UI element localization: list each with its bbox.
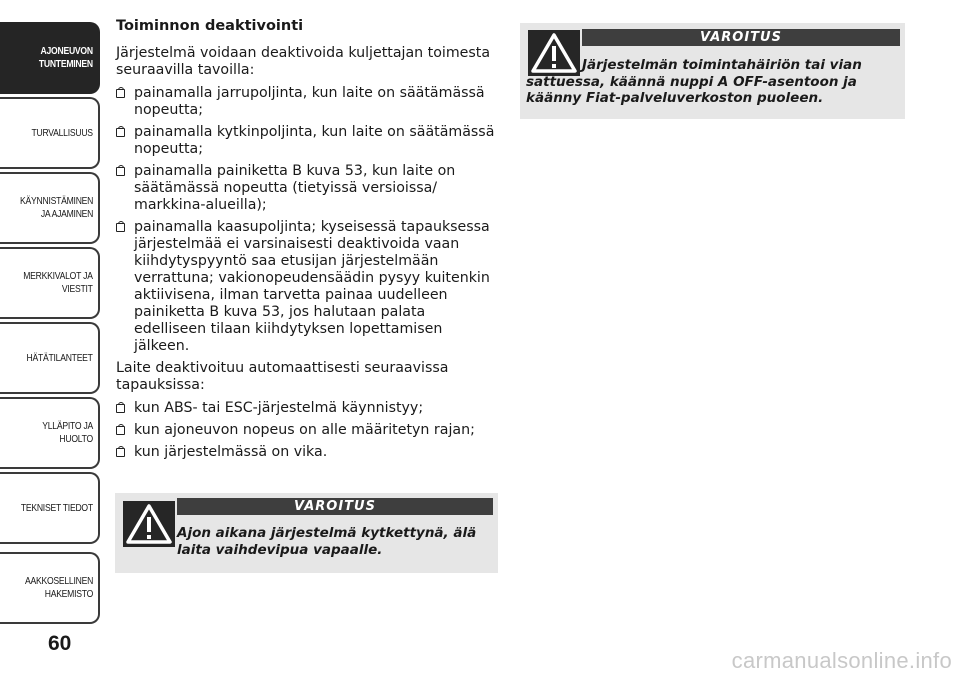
checkbox-bullet-icon	[116, 167, 125, 176]
list-item-text: kun järjestelmässä on vika.	[134, 444, 328, 460]
tab-tekniset-tiedot[interactable]	[0, 472, 100, 544]
tab-merkkivalot[interactable]	[0, 247, 100, 319]
intro-paragraph: Järjestelmä voidaan deaktivoida kuljettajan toimesta seuraavilla tavoilla:	[116, 45, 491, 78]
list-item-text: painamalla jarrupoljinta, kun laite on säätämässä nopeutta;	[134, 85, 485, 118]
checkbox-bullet-icon	[116, 89, 125, 98]
tab-turvallisuus[interactable]	[0, 97, 100, 169]
tab-label: TURVALLISUUS	[31, 126, 93, 139]
list-item	[116, 163, 501, 214]
checkbox-bullet-icon	[116, 404, 125, 413]
main-text-column	[116, 18, 501, 466]
tab-kaynnistaminen[interactable]	[0, 172, 100, 244]
tab-label: YLLÄPITO JA HUOLTO	[42, 420, 93, 445]
list-item	[116, 85, 501, 119]
warning-box	[115, 493, 498, 573]
tab-hatatilanteet[interactable]	[0, 322, 100, 394]
list-item	[116, 219, 501, 355]
tab-label: AAKKOSELLINEN HAKEMISTO	[24, 575, 93, 600]
list-item-text: painamalla kaasupoljinta; kyseisessä tapauksessa järjestelmää ei varsinaisesti deaktivoida vaan kiihdytyspyyntö saa etusijan järjestelmään verrattuna; vakionopeudensäädin pysyy kuitenkin aktiivisena, ilman tarvetta painaa uudelleen painiketta B kuva 53, jos halutaan palata edelliseen tilaan kiihdytyksen lopettamisen jälkeen.	[134, 219, 490, 354]
warning-text: Järjestelmän toimintahäiriön tai vian sattuessa, käännä nuppi A OFF-asentoon ja käänny Fiat-palveluverkoston puoleen.	[526, 57, 862, 106]
list-item-text: kun ajoneuvon nopeus on alle määritetyn rajan;	[134, 422, 475, 438]
list-item-text: kun ABS- tai ESC-järjestelmä käynnistyy;	[134, 400, 424, 416]
tab-label: KÄYNNISTÄMINEN JA AJAMINEN	[19, 195, 93, 220]
warning-triangle-icon	[123, 501, 175, 547]
auto-deactivation-paragraph: Laite deaktivoituu automaattisesti seuraavissa tapauksissa:	[116, 360, 449, 393]
tab-label: MERKKIVALOT JA VIESTIT	[23, 270, 93, 295]
tab-label: HÄTÄTILANTEET	[26, 351, 93, 364]
list-item	[116, 444, 501, 461]
checkbox-bullet-icon	[116, 448, 125, 457]
warning-text: Ajon aikana järjestelmä kytkettynä, älä laita vaihdevipua vapaalle.	[177, 525, 477, 558]
list-item-text: painamalla kytkinpoljinta, kun laite on säätämässä nopeutta;	[134, 124, 495, 157]
tab-hakemisto[interactable]	[0, 552, 100, 624]
warning-title: VAROITUS	[177, 498, 493, 515]
warning-title: VAROITUS	[582, 29, 900, 46]
checkbox-bullet-icon	[116, 223, 125, 232]
watermark: carmanualsonline.info	[731, 648, 952, 673]
tab-yllapito[interactable]	[0, 397, 100, 469]
tab-ajoneuvon-tunteminen[interactable]	[0, 22, 100, 94]
list-item	[116, 400, 501, 417]
warning-box	[520, 23, 905, 119]
checkbox-bullet-icon	[116, 128, 125, 137]
checkbox-bullet-icon	[116, 426, 125, 435]
list-item-text: painamalla painiketta B kuva 53, kun laite on säätämässä nopeutta (tietyissä versioissa/ markkina-alueilla);	[134, 163, 456, 213]
tab-label: AJONEUVON TUNTEMINEN	[39, 45, 93, 70]
page-number: 60	[48, 632, 72, 655]
section-heading: Toiminnon deaktivointi	[116, 18, 304, 34]
list-item	[116, 422, 501, 439]
list-item	[116, 124, 501, 158]
tab-label: TEKNISET TIEDOT	[20, 501, 93, 514]
